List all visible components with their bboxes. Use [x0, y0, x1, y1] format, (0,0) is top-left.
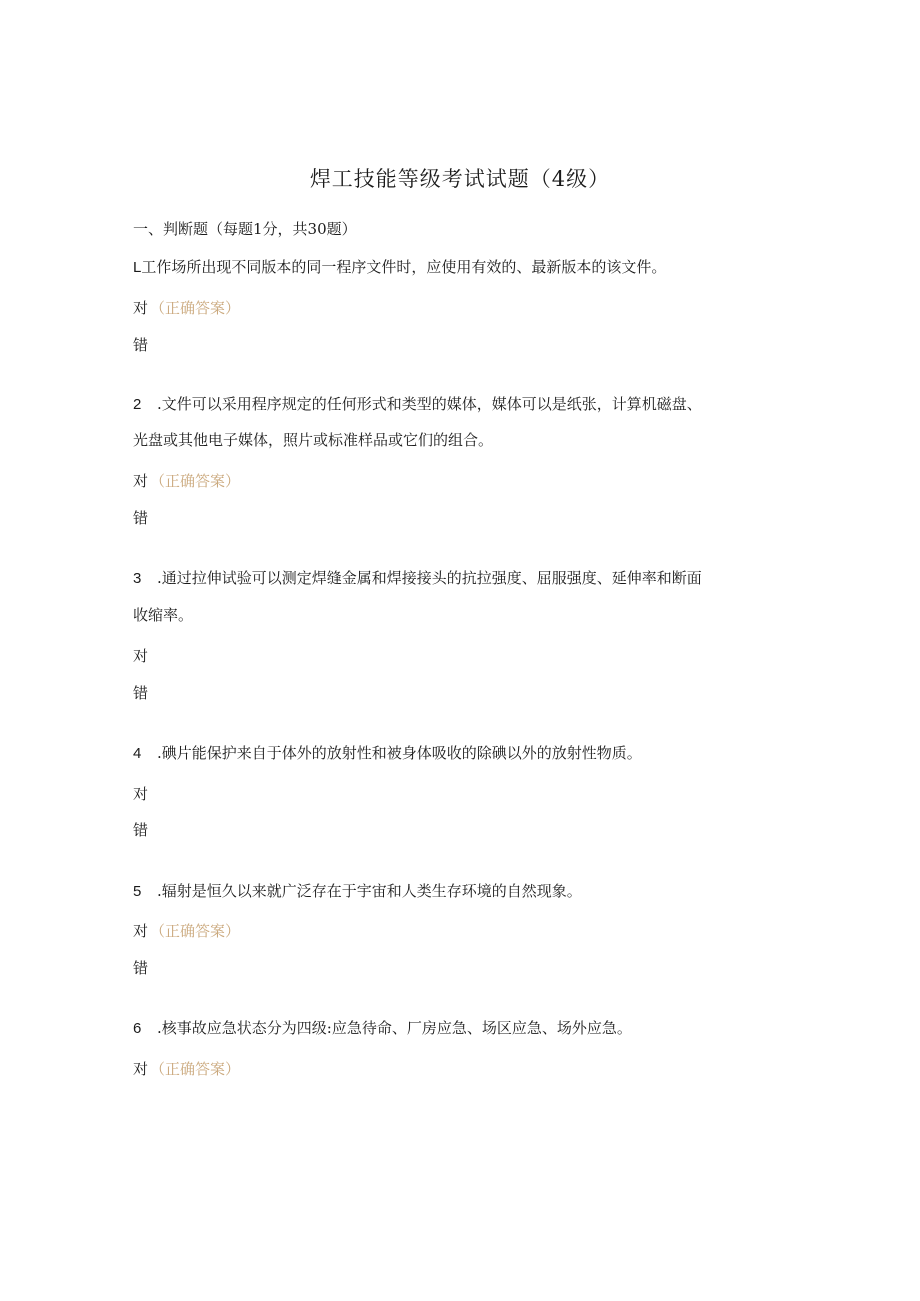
option-true[interactable]	[133, 782, 148, 806]
option-true-label: 对	[133, 785, 149, 803]
question-6	[133, 1016, 632, 1041]
question-number: 3	[133, 570, 142, 587]
question-4	[133, 741, 642, 766]
option-true[interactable]	[133, 296, 240, 320]
question-text: .辐射是恒久以来就广泛存在于宇宙和人类生存环境的自然现象。	[157, 882, 582, 900]
question-2	[133, 392, 702, 417]
question-2-line-2	[133, 428, 493, 452]
option-false-label: 错	[133, 336, 149, 354]
option-false[interactable]	[133, 506, 148, 530]
option-true[interactable]	[133, 644, 148, 668]
correct-answer-tag: （正确答案）	[150, 1060, 241, 1078]
exam-title: 焊工技能等级考试试题（4级）	[309, 167, 611, 191]
question-number: 5	[133, 883, 142, 900]
question-text: .文件可以采用程序规定的任何形式和类型的媒体，媒体可以是纸张，计算机磁盘、	[157, 395, 702, 413]
option-false[interactable]	[133, 681, 148, 705]
question-text: .碘片能保护来自于体外的放射性和被身体吸收的除碘以外的放射性物质。	[157, 744, 642, 762]
option-true-label: 对	[133, 472, 149, 490]
question-1	[133, 255, 666, 280]
option-true[interactable]	[133, 919, 240, 943]
correct-answer-tag: （正确答案）	[150, 922, 241, 940]
option-false-label: 错	[133, 821, 149, 839]
option-false-label: 错	[133, 509, 149, 527]
option-false[interactable]	[133, 956, 148, 980]
question-text-continued: 光盘或其他电子媒体，照片或标准样品或它们的组合。	[133, 431, 494, 449]
section-heading: 一、判断题（每题1分，共30题）	[133, 220, 357, 238]
option-true-label: 对	[133, 299, 149, 317]
option-false-label: 错	[133, 959, 149, 977]
question-number: L	[133, 259, 142, 276]
question-number: 4	[133, 745, 142, 762]
question-text-continued: 收缩率。	[133, 606, 194, 624]
question-text: 工作场所出现不同版本的同一程序文件时，应使用有效的、最新版本的该文件。	[141, 258, 667, 276]
question-text: .通过拉伸试验可以测定焊缝金属和焊接接头的抗拉强度、屈服强度、延伸率和断面	[157, 569, 702, 587]
question-number: 2	[133, 396, 142, 413]
option-true-label: 对	[133, 1060, 149, 1078]
option-false[interactable]	[133, 333, 148, 357]
question-5	[133, 879, 582, 904]
question-number: 6	[133, 1020, 142, 1037]
option-true-label: 对	[133, 647, 149, 665]
correct-answer-tag: （正确答案）	[150, 299, 241, 317]
correct-answer-tag: （正确答案）	[150, 472, 241, 490]
option-false-label: 错	[133, 684, 149, 702]
option-false[interactable]	[133, 818, 148, 842]
question-3-line-2	[133, 603, 193, 627]
option-true-label: 对	[133, 922, 149, 940]
question-text: .核事故应急状态分为四级:应急待命、厂房应急、场区应急、场外应急。	[157, 1019, 632, 1037]
option-true[interactable]	[133, 1057, 240, 1081]
question-3	[133, 566, 702, 591]
option-true[interactable]	[133, 469, 240, 493]
